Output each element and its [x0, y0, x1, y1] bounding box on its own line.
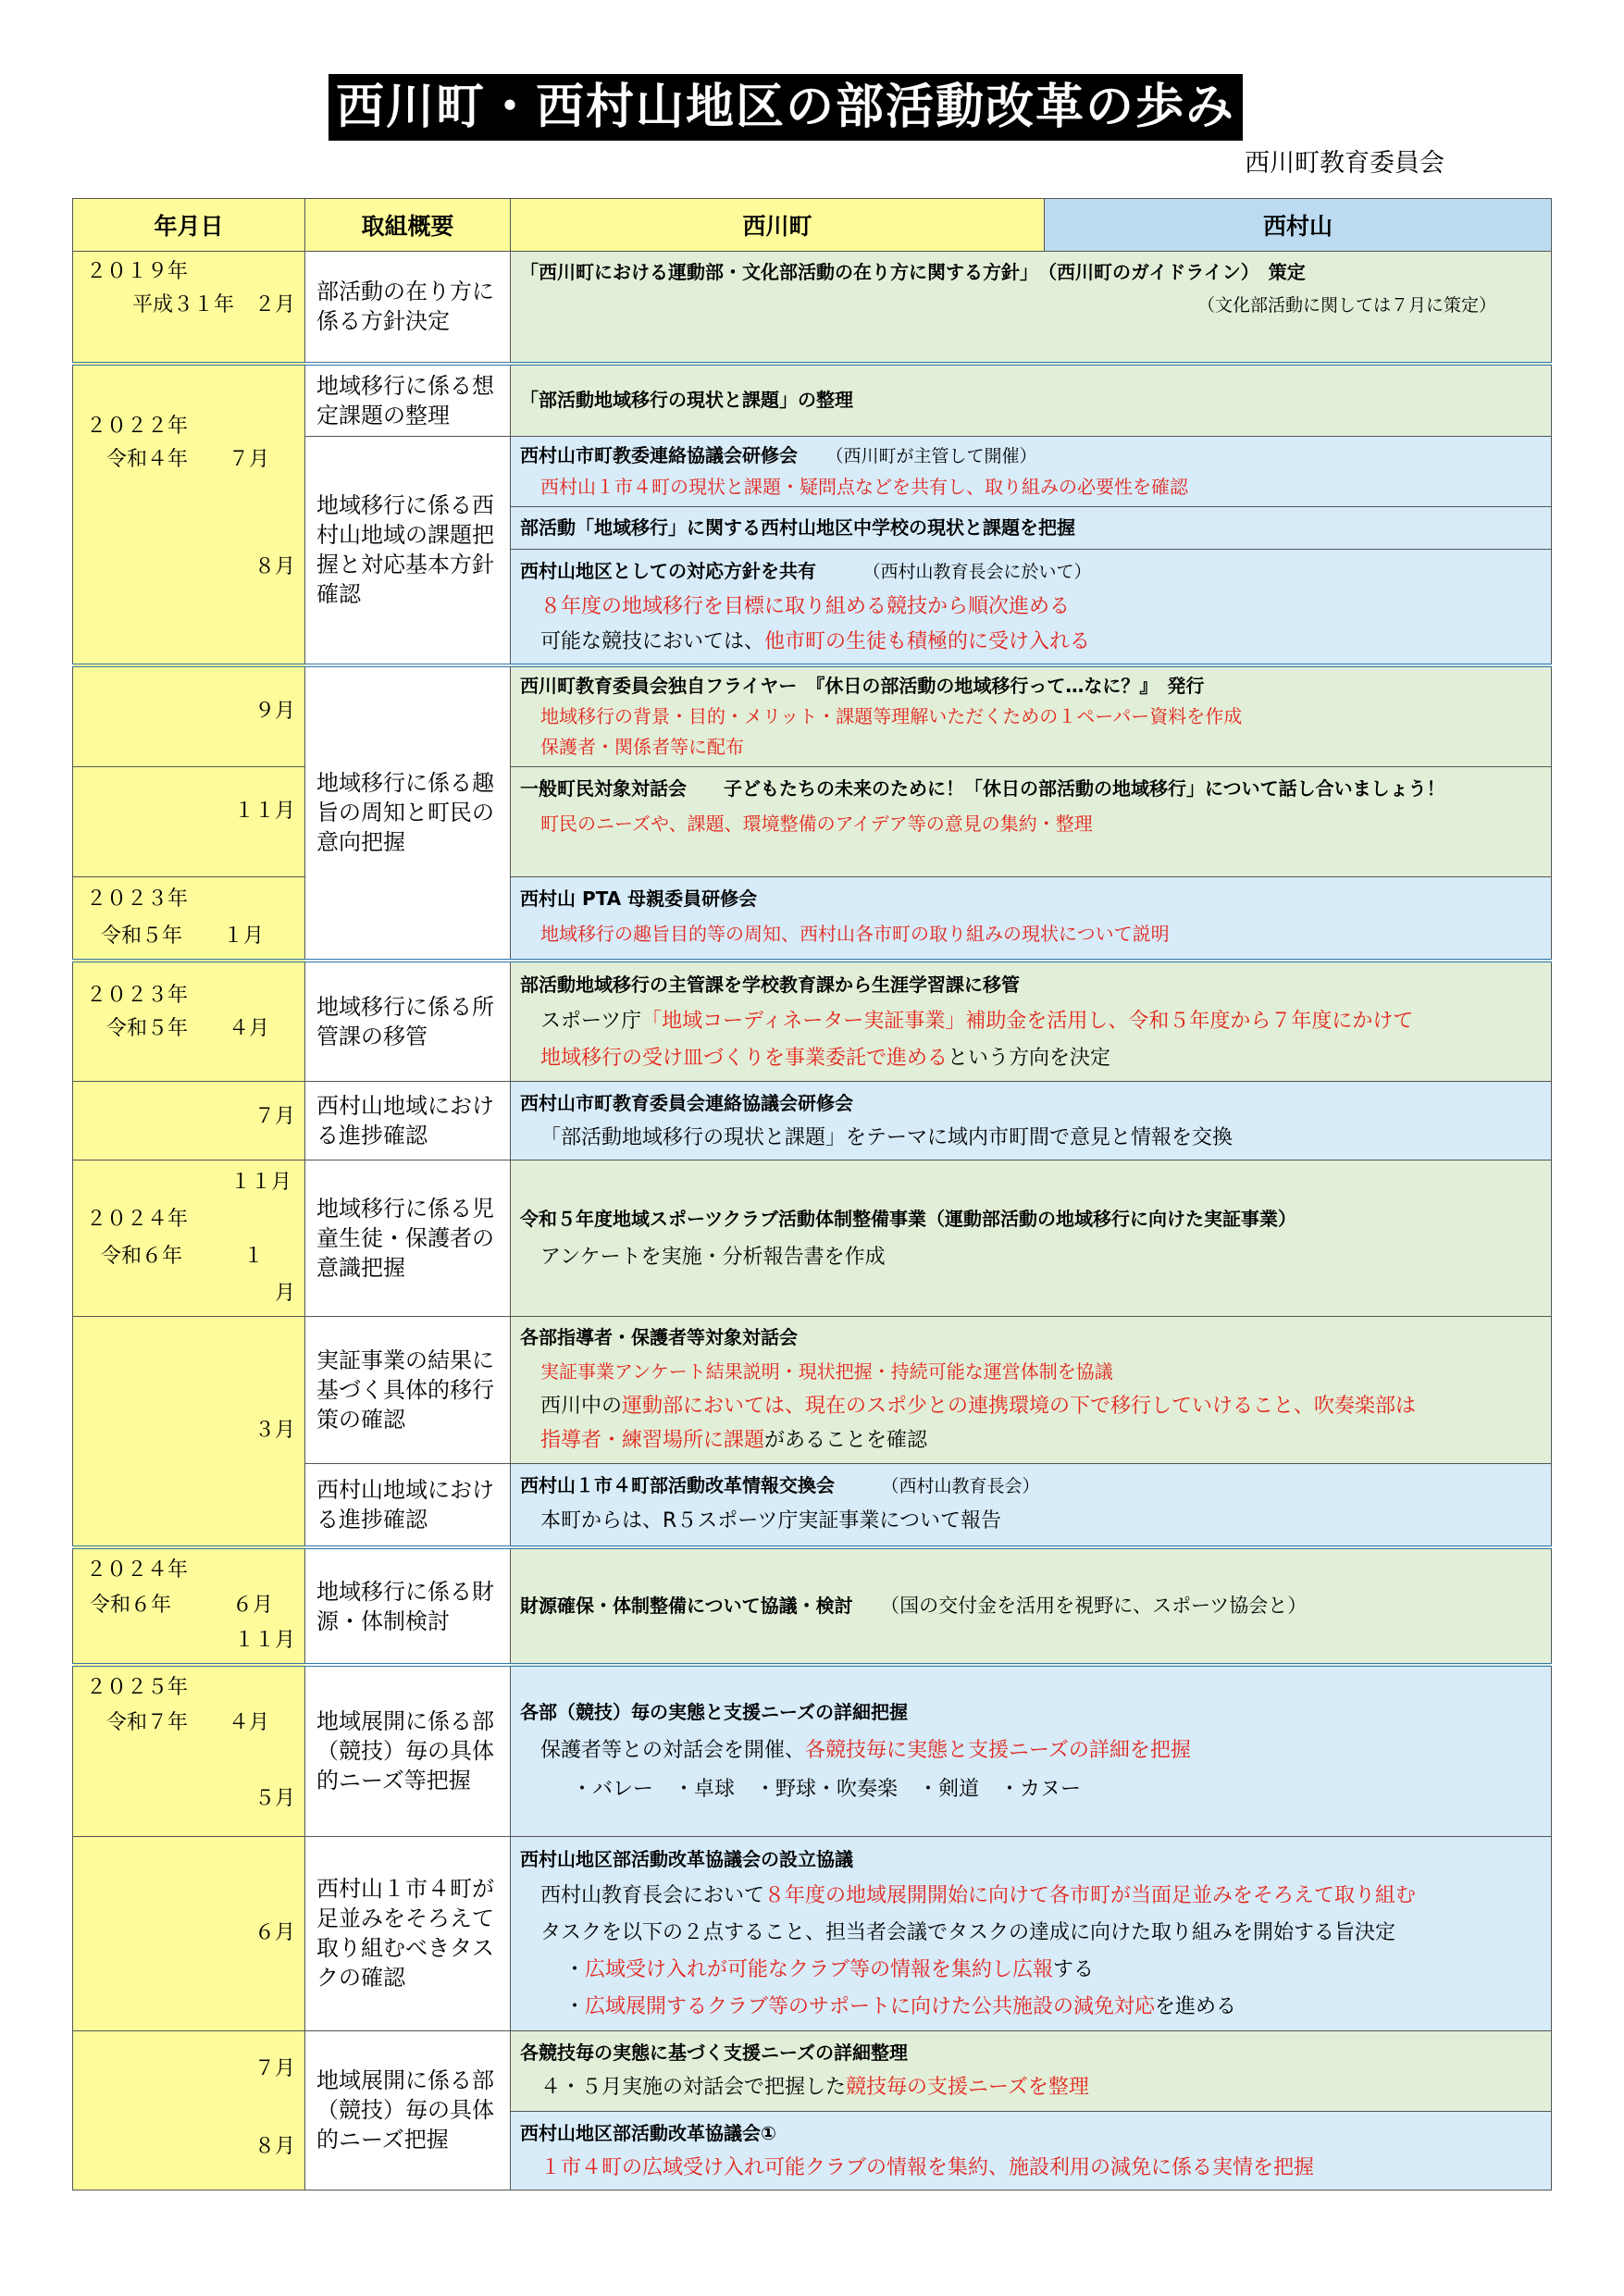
date-cell: [73, 1316, 305, 1547]
item-detail: 競技毎の支援ニーズを整理: [846, 2075, 1089, 2099]
item-heading: 西村山地区部活動改革協議会①: [520, 2121, 776, 2144]
summary-cell: 西村山地域における進捗確認: [305, 1081, 511, 1160]
content-cell: [511, 2030, 1552, 2111]
month-label: １１月: [233, 799, 295, 823]
item-heading: 西村山地区としての対応方針を共有: [520, 559, 816, 582]
item-heading: 部活動地域移行の主管課を学校教育課から生涯学習課に移管: [520, 973, 1020, 996]
summary-cell: 西村山地域における進捗確認: [305, 1463, 511, 1547]
item-detail: 町民のニーズや、課題、環境整備のアイデア等の意見の集約・整理: [540, 812, 1093, 835]
table-row: [73, 1160, 1552, 1316]
item-detail: 地域移行の背景・目的・メリット・課題等理解いただくための１ペーパー資料を作成: [540, 704, 1243, 727]
date-cell: [73, 364, 305, 665]
item-text: を進める: [1155, 1994, 1237, 2018]
date-cell: [73, 1547, 305, 1665]
content-cell: [511, 436, 1552, 506]
month-label: ５月: [254, 1787, 295, 1810]
summary-cell: 地域移行に係る西村山地域の課題把握と対応基本方針確認: [305, 436, 511, 665]
summary-cell: 地域展開に係る部（競技）毎の具体的ニーズ把握: [305, 2030, 511, 2190]
page-title: 西川町・西村山地区の部活動改革の歩み: [329, 74, 1243, 141]
header-nishikawa: 西川町: [511, 199, 1045, 252]
item-note: （西村山教育長会に於いて）: [872, 561, 1092, 582]
year-label: ２０２４年: [86, 1558, 189, 1582]
item-note: （西村山教育長会）: [890, 1475, 1040, 1496]
table-row: [73, 876, 1552, 961]
summary-cell: 地域移行に係る所管課の移管: [305, 961, 511, 1082]
summary-cell: 地域移行に係る趣旨の周知と町民の意向把握: [305, 665, 511, 961]
content-cell: [511, 506, 1552, 549]
item-text: という方向を決定: [948, 1046, 1111, 1070]
content-cell: [511, 766, 1552, 876]
item-note: （西川町が主管して開催）: [835, 445, 1037, 466]
date-cell: [73, 252, 305, 364]
summary-cell: 部活動の在り方に係る方針決定: [305, 252, 511, 364]
item-heading: 各競技毎の実態に基づく支援ニーズの詳細整理: [520, 2041, 908, 2064]
item-text: スポーツ庁: [540, 1009, 642, 1033]
item-detail: 西村山１市４町の現状と課題・疑問点などを共有し、取り組みの必要性を確認: [540, 475, 1188, 498]
item-heading: 西村山市町教委連絡協議会研修会: [520, 443, 798, 466]
item-detail: 指導者・練習場所に課題: [540, 1428, 765, 1452]
item-detail: 「地域コーディネーター実証事業」補助金を活用し、令和５年度から７年度にかけて: [641, 1009, 1414, 1033]
item-detail: ８年度の地域展開開始に向けて各市町が当面足並みをそろえて取り組む: [764, 1883, 1417, 1907]
item-text: 保護者等との対話会を開催、: [540, 1739, 806, 1763]
item-text: アンケートを実施・分析報告書を作成: [540, 1245, 886, 1269]
item-heading: 「部活動地域移行の現状と課題」の整理: [520, 389, 853, 411]
content-cell: [511, 665, 1552, 767]
date-cell: [73, 1836, 305, 2030]
table-row: [73, 1665, 1552, 1836]
year-label: ２０１９年: [86, 260, 189, 283]
month-label: ９月: [254, 699, 295, 723]
item-heading: 西村山市町教育委員会連絡協議会研修会: [520, 1091, 853, 1114]
item-text: 西村山教育長会において: [540, 1883, 765, 1907]
item-detail: 運動部においては、現在のスポ少との連携環境の下で移行していけること、吹奏楽部は: [622, 1394, 1417, 1418]
table-row: [73, 961, 1552, 1082]
year-label: ２０２４年: [86, 1207, 189, 1231]
item-text: 可能な競技においては、: [540, 629, 765, 653]
item-text: ４・５月実施の対話会で把握した: [540, 2075, 847, 2099]
month-label: ６月: [254, 1921, 295, 1944]
summary-cell: 地域移行に係る財源・体制検討: [305, 1547, 511, 1665]
month-label: ７月: [254, 2056, 295, 2080]
item-heading: 財源確保・体制整備について協議・検討: [520, 1595, 853, 1617]
table-row: [73, 766, 1552, 876]
content-cell: [511, 876, 1552, 961]
month-label: ８月: [254, 2134, 295, 2158]
year-label: ２０２３年: [86, 887, 189, 911]
item-detail: 地域移行の趣旨目的等の周知、西村山各市町の取り組みの現状について説明: [540, 922, 1170, 945]
item-heading: 「西川町における運動部・文化部活動の在り方に関する方針」 （西川町のガイドライン） 策定: [520, 261, 1306, 283]
item-heading: 一般町民対象対話会 子どもたちの未来のために！「休日の部活動の地域移行」について話し合いましょう！: [520, 776, 1445, 800]
header-nishimurayama: 西村山: [1045, 199, 1552, 252]
table-row: [73, 1316, 1552, 1463]
organization-name: 西川町教育委員会: [1245, 149, 1444, 178]
year-label: ２０２２年: [86, 414, 189, 438]
month-label: １１月: [233, 1629, 295, 1652]
item-heading: 各部指導者・保護者等対象対話会: [520, 1325, 798, 1348]
date-cell: [73, 1160, 305, 1316]
content-cell: 西村山地区部活動改革協議会の設立協議 西村山教育長会において８年度の地域展開開始に向けて各市町が当面足並みをそろえて取り組む タスクを以下の２点すること、担当者会議でタスクの達成に向けた取り組みを開始する旨決定 ・広域受け入れが可能なクラブ等の情報を集約し広報する ・広域展開するクラブ等のサポートに向けた公共施設の減免対応を進める: [511, 1836, 1552, 2030]
item-note: （文化部活動に関しては７月に策定）: [1197, 295, 1497, 316]
content-cell: [511, 961, 1552, 1082]
table-row: [73, 252, 1552, 364]
summary-cell: 地域移行に係る想定課題の整理: [305, 364, 511, 437]
summary-cell: 西村山１市４町が足並みをそろえて取り組むべきタスクの確認: [305, 1836, 511, 2030]
content-cell: [511, 1463, 1552, 1547]
item-text: 「部活動地域移行の現状と課題」をテーマに域内市町間で意見と情報を交換: [540, 1125, 1233, 1149]
month-label: ３月: [254, 1419, 295, 1443]
item-text: 本町からは、R５スポーツ庁実証事業について報告: [540, 1508, 1001, 1533]
month-label: 月: [274, 1281, 295, 1305]
month-label: 令和６年 １: [101, 1244, 265, 1268]
header-summary: 取組概要: [305, 199, 511, 252]
month-label: 令和５年 １月: [101, 924, 265, 948]
timeline-table: [72, 198, 1552, 2191]
summary-cell: 地域移行に係る児童生徒・保護者の意識把握: [305, 1160, 511, 1316]
month-label: 令和４年 ７月: [106, 447, 270, 471]
table-row: [73, 1081, 1552, 1160]
table-row: [73, 364, 1552, 437]
table-row: [73, 2030, 1552, 2111]
item-detail: 各競技毎に実態と支援ニーズの詳細を把握: [805, 1739, 1191, 1763]
date-cell: [73, 1081, 305, 1160]
item-detail: 保護者・関係者等に配布: [540, 735, 744, 758]
year-label: ２０２３年: [86, 983, 189, 1007]
month-label: 令和５年 ４月: [106, 1016, 270, 1040]
item-detail: 実証事業アンケート結果説明・現状把握・持続可能な運営体制を協議: [540, 1359, 1113, 1383]
year-label: ２０２５年: [86, 1676, 189, 1699]
item-detail: ８年度の地域移行を目標に取り組める競技から順次進める: [540, 594, 1071, 618]
item-heading: 令和５年度地域スポーツクラブ活動体制整備事業（運動部活動の地域移行に向けた実証事業）: [520, 1207, 1296, 1230]
table-row: [73, 1836, 1552, 2030]
item-detail: １市４町の広域受け入れ可能クラブの情報を集約、施設利用の減免に係る実情を把握: [540, 2155, 1315, 2179]
item-detail: 地域移行の受け皿づくりを事業委託で進める: [540, 1046, 948, 1070]
item-text: する: [1053, 1957, 1095, 1981]
content-cell: [511, 1081, 1552, 1160]
date-cell: [73, 766, 305, 876]
month-label: ７月: [254, 1104, 295, 1128]
item-heading: 西村山地区部活動改革協議会の設立協議: [520, 1847, 853, 1870]
content-cell: [511, 364, 1552, 437]
date-cell: [73, 665, 305, 767]
month-label: 令和７年 ４月: [106, 1711, 270, 1734]
sport-list: ・バレー ・卓球 ・野球・吹奏楽 ・剣道 ・カヌー: [572, 1778, 1082, 1802]
summary-cell: 実証事業の結果に基づく具体的移行策の確認: [305, 1316, 511, 1463]
item-text: タスクを以下の２点すること、担当者会議でタスクの達成に向けた取り組みを開始する旨決定: [540, 1920, 1396, 1944]
date-cell: [73, 1665, 305, 1836]
content-cell: [511, 252, 1552, 364]
item-text: があることを確認: [764, 1428, 928, 1452]
item-heading: 部活動「地域移行」に関する西村山地区中学校の現状と課題を把握: [520, 515, 1075, 539]
summary-cell: 地域展開に係る部（競技）毎の具体的ニーズ等把握: [305, 1665, 511, 1836]
date-cell: [73, 876, 305, 961]
item-detail: 広域展開するクラブ等のサポートに向けた公共施設の減免対応: [585, 1994, 1156, 2018]
content-cell: [511, 2111, 1552, 2190]
item-detail: 他市町の生徒も積極的に受け入れる: [764, 629, 1091, 653]
item-text: 西川中の: [540, 1394, 623, 1418]
content-cell: [511, 1547, 1552, 1665]
month-label: ８月: [254, 554, 295, 578]
date-cell: [73, 2030, 305, 2190]
month-label: 平成３１年 ２月: [131, 293, 295, 316]
table-row: [73, 1547, 1552, 1665]
item-heading: 西川町教育委員会独自フライヤー 『休日の部活動の地域移行って…なに？』 発行: [520, 674, 1205, 697]
content-cell: [511, 549, 1552, 665]
date-cell: [73, 961, 305, 1082]
month-label: １１月: [229, 1170, 291, 1194]
item-detail: 広域受け入れが可能なクラブ等の情報を集約し広報: [585, 1957, 1054, 1981]
content-cell: [511, 1665, 1552, 1836]
item-note: （国の交付金を活用を視野に、スポーツ協会と）: [889, 1595, 1308, 1617]
content-cell: [511, 1160, 1552, 1316]
header-date: 年月日: [73, 199, 305, 252]
table-row: [73, 665, 1552, 767]
content-cell: [511, 1316, 1552, 1463]
item-heading: 各部（競技）毎の実態と支援ニーズの詳細把握: [520, 1701, 908, 1724]
item-heading: 西村山 PTA 母親委員研修会: [520, 887, 758, 910]
month-label: 令和６年 ６月: [90, 1594, 274, 1617]
item-heading: 西村山１市４町部活動改革情報交換会: [520, 1473, 835, 1496]
